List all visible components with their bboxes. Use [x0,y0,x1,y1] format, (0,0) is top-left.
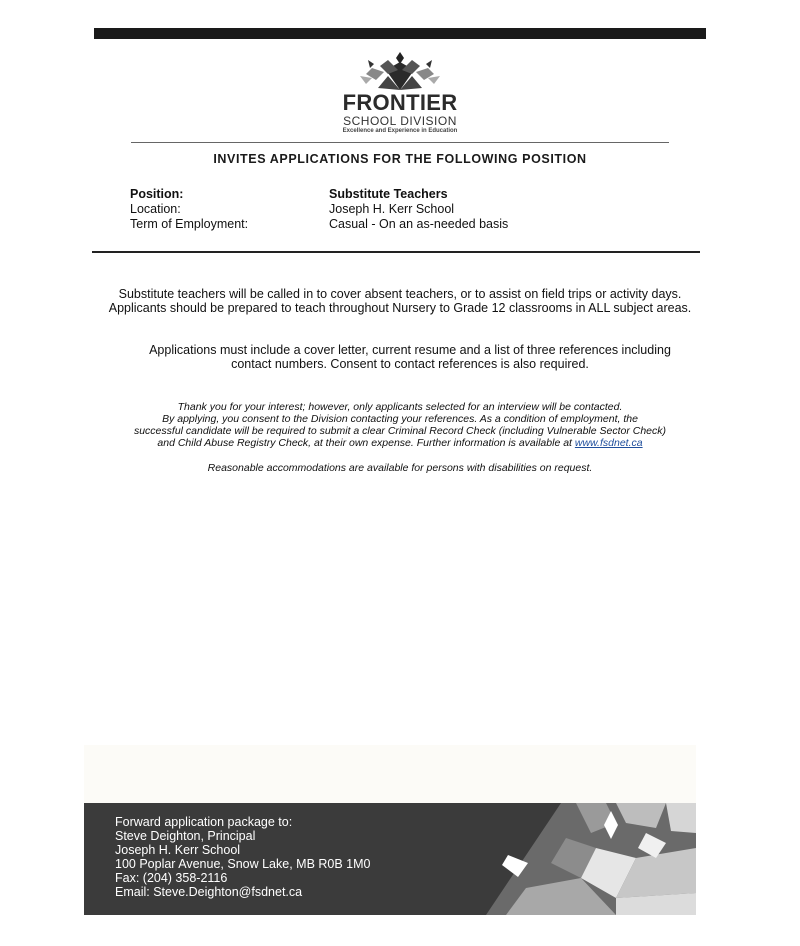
header-divider [131,142,669,143]
disclaimer-paragraph [90,401,710,449]
term-value: Casual - On an as-needed basis [329,217,509,231]
duties-paragraph: Substitute teachers will be called in to cover absent teachers, or to assist on field trips or activity days. Applicants should be prepared to teach throughout Nursery to Grade 12 classrooms in ALL subject areas. [108,287,692,315]
logo [300,50,500,136]
disclaimer-text: and Child Abuse Registry Check, at their own expense. Further information is available at [157,437,572,449]
accommodations-note: Reasonable accommodations are available for persons with disabilities on request. [207,462,593,474]
contact-footer [84,803,696,915]
section-divider [92,251,700,253]
position-label: Position: [130,187,184,201]
requirements-paragraph: Applications must include a cover letter, current resume and a list of three references including contact numbers. Consent to contact references is also required. [149,343,671,371]
contact-address: 100 Poplar Avenue, Snow Lake, MB R0B 1M0 [115,857,371,871]
disclaimer-line: By applying, you consent to the Division contacting your references. As a condition of employment, the [162,413,638,425]
star-blanket-logo-icon [358,50,442,92]
footer-intro: Forward application package to: [115,815,293,829]
contact-email[interactable]: Email: Steve.Deighton@fsdnet.ca [115,885,303,899]
contact-school: Joseph H. Kerr School [115,843,241,857]
top-bar [94,28,706,39]
contact-fax: Fax: (204) 358-2116 [115,871,228,885]
disclaimer-line: Thank you for your interest; however, only applicants selected for an interview will be contacted. [177,401,623,413]
logo-subtitle: SCHOOL DIVISION [343,114,457,128]
location-label: Location: [130,202,181,216]
logo-tagline: Excellence and Experience in Education [342,128,458,134]
page-heading: INVITES APPLICATIONS FOR THE FOLLOWING POSITION [213,152,587,166]
contact-block [115,815,370,899]
location-value: Joseph H. Kerr School [329,202,455,216]
position-value: Substitute Teachers [329,187,448,201]
star-pattern-icon [466,803,696,915]
logo-name: FRONTIER [342,90,458,115]
website-link[interactable]: www.fsdnet.ca [574,437,643,449]
footer-fade [84,745,696,803]
term-label: Term of Employment: [130,217,249,231]
disclaimer-line [90,437,710,449]
disclaimer-line: successful candidate will be required to submit a clear Criminal Record Check (including Vulnerable Sector Check) [133,425,667,437]
contact-name: Steve Deighton, Principal [115,829,256,843]
